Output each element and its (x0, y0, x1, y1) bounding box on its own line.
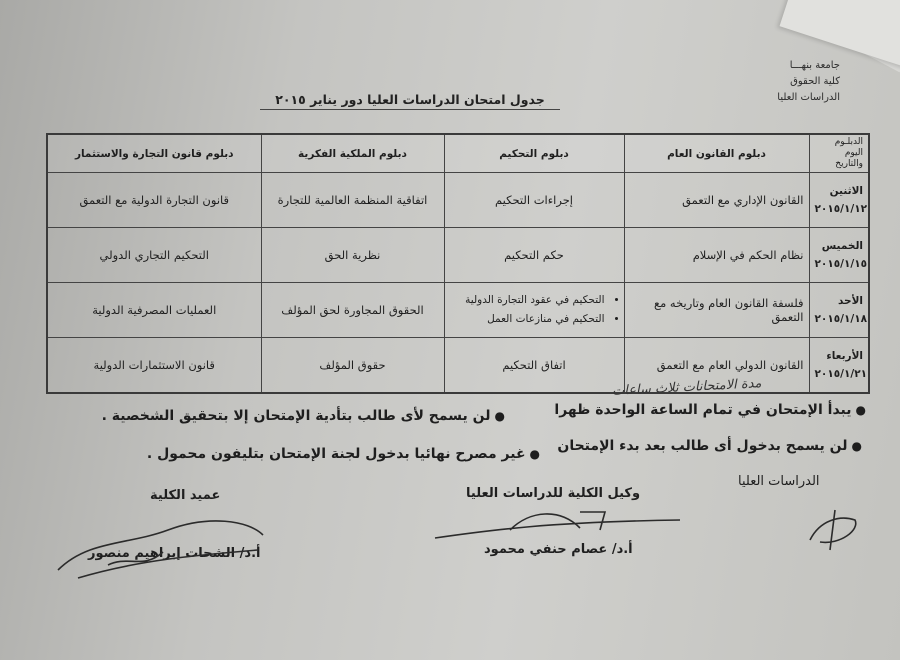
day-date: ٢٠١٥/١/١٢ (814, 203, 868, 215)
subject-cell: الحقوق المجاورة لحق المؤلف (261, 283, 444, 338)
department-signature-title: الدراسات العليا (738, 474, 820, 489)
list-item: • التحكيم في عقود التجارة الدولية (450, 291, 605, 310)
exam-schedule-table (46, 133, 870, 394)
subject-cell: اتفاق التحكيم (444, 338, 624, 394)
notes-line-2a: ●لن يسمح بدخول أى طالب بعد بدء الإمتحان (557, 438, 862, 454)
subject-cell: إجراءات التحكيم (444, 173, 624, 228)
day-name: الاثنين (829, 185, 863, 197)
dean-title: عميد الكلية (150, 488, 221, 503)
department-signature (800, 500, 870, 560)
subject-cell: التحكيم التجاري الدولي (47, 228, 261, 283)
list-item: • التحكيم في منازعات العمل (450, 310, 605, 329)
subject-cell: حكم التحكيم (444, 228, 624, 283)
vice-dean-signature (430, 500, 690, 550)
handwritten-note: مدة الامتحانات ثلاث ساعات (611, 376, 762, 399)
subject-cell: اتفاقية المنظمة العالمية للتجارة (261, 173, 444, 228)
department-name: الدراسات العليا (777, 92, 840, 103)
dean-signature (48, 500, 278, 590)
table-row (47, 283, 869, 338)
dean-name: أ.د/ الشحات إبراهيم منصور (88, 546, 261, 561)
day-cell (809, 228, 869, 283)
day-name: الأربعاء (826, 350, 863, 362)
notes-line-2b: ●غير مصرح نهائيا بدخول لجنة الإمتحان بتليفون محمول . (146, 446, 540, 462)
subject-cell: نظام الحكم في الإسلام (624, 228, 809, 283)
vice-dean-title: وكيل الكلية للدراسات العليا (466, 486, 641, 501)
bullet-icon: ● (529, 447, 540, 461)
vice-dean-name: أ.د/ عصام حنفي محمود (484, 542, 633, 557)
subject-cell-list (444, 283, 624, 338)
subject-cell: نظرية الحق (261, 228, 444, 283)
day-name: الأحد (837, 295, 863, 307)
day-name: الخميس (821, 240, 863, 252)
university-name: جامعة بنهـــا (789, 60, 840, 71)
corner-header: الدبلـوم اليوم والتاريخ (809, 134, 869, 173)
subject-cell: قانون الاستثمارات الدولية (47, 338, 261, 394)
bullet-icon: ● (855, 403, 866, 417)
document-title: جدول امتحان الدراسات العليا دور يناير ٢٠١٥ (260, 92, 560, 110)
table-row (47, 173, 869, 228)
arbitration-list (450, 291, 619, 329)
day-cell (809, 338, 869, 394)
subject-cell: فلسفة القانون العام وتاريخه مع التعمق (624, 283, 809, 338)
subject-cell: العمليات المصرفية الدولية (47, 283, 261, 338)
subject-cell: القانون الإداري مع التعمق (624, 173, 809, 228)
column-header: دبلوم التحكيم (444, 134, 624, 173)
faculty-name: كلية الحقوق (790, 76, 840, 87)
column-header: دبلوم قانون التجارة والاستثمار (47, 134, 261, 173)
column-header: دبلوم الملكية الفكرية (261, 134, 444, 173)
table-row (47, 228, 869, 283)
table-header-row (47, 134, 869, 173)
institution-header (720, 58, 840, 106)
subject-cell: القانون الدولي العام مع التعمق (624, 338, 809, 394)
day-cell (809, 173, 869, 228)
notes-line-1b: ●لن يسمح لأى طالب بتأدية الإمتحان إلا بتحقيق الشخصية . (101, 408, 505, 424)
day-date: ٢٠١٥/١/٢١ (814, 368, 868, 380)
day-cell (809, 283, 869, 338)
day-date: ٢٠١٥/١/١٥ (814, 258, 868, 270)
day-date: ٢٠١٥/١/١٨ (814, 313, 868, 325)
bullet-icon: ● (851, 439, 862, 453)
subject-cell: قانون التجارة الدولية مع التعمق (47, 173, 261, 228)
bullet-icon: ● (494, 409, 505, 423)
notes-line-1a: ●يبدأ الإمتحان في تمام الساعة الواحدة ظهرا (554, 402, 866, 418)
column-header: دبلوم القانون العام (624, 134, 809, 173)
subject-cell: حقوق المؤلف (261, 338, 444, 394)
